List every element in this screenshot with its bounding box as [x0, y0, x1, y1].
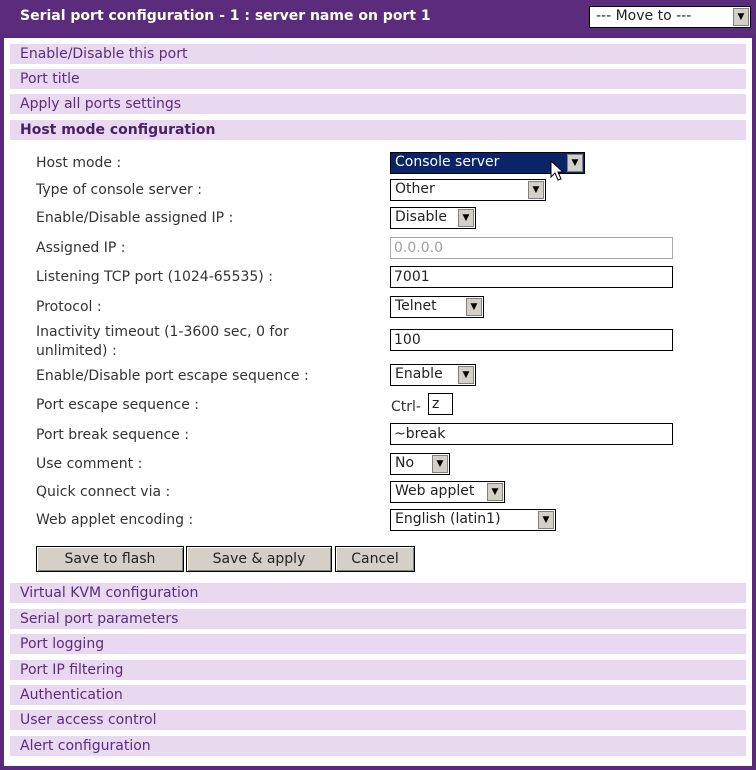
- inactivity-label-line2: unlimited) :: [36, 343, 117, 359]
- save-apply-button[interactable]: Save & apply: [186, 546, 332, 572]
- host-mode-value: Console server: [395, 154, 500, 170]
- section-port-title[interactable]: Port title: [10, 69, 746, 89]
- page-title: Serial port configuration - 1 : server name on port 1: [20, 8, 431, 24]
- escape-enable-select[interactable]: [390, 364, 476, 386]
- section-authentication[interactable]: Authentication: [10, 685, 746, 705]
- inactivity-input[interactable]: [390, 329, 673, 351]
- applet-encoding-select[interactable]: [390, 509, 556, 531]
- tcp-port-input[interactable]: [390, 266, 673, 288]
- chevron-down-icon: ▼: [466, 298, 482, 316]
- quick-connect-select[interactable]: [390, 481, 505, 503]
- use-comment-value: No: [395, 455, 415, 471]
- chevron-down-icon: ▼: [432, 455, 448, 473]
- escape-seq-value: z: [432, 396, 440, 412]
- assigned-ip-label: Assigned IP :: [36, 240, 126, 256]
- save-to-flash-button[interactable]: Save to flash: [36, 546, 184, 572]
- chevron-down-icon: ▼: [458, 366, 474, 384]
- protocol-select[interactable]: [390, 296, 484, 318]
- chevron-down-icon: ▼: [458, 209, 474, 227]
- assigned-ip-enable-label: Enable/Disable assigned IP :: [36, 210, 234, 226]
- escape-seq-input[interactable]: [428, 393, 453, 415]
- console-type-value: Other: [395, 181, 435, 197]
- chevron-down-icon: ▼: [567, 154, 583, 172]
- section-apply-all-ports[interactable]: Apply all ports settings: [10, 94, 746, 114]
- console-type-select[interactable]: [390, 179, 546, 201]
- break-seq-input[interactable]: [390, 423, 673, 445]
- use-comment-label: Use comment :: [36, 456, 143, 472]
- mouse-pointer-icon: [550, 160, 566, 182]
- escape-enable-label: Enable/Disable port escape sequence :: [36, 368, 309, 384]
- cancel-button[interactable]: Cancel: [335, 546, 415, 572]
- console-type-label: Type of console server :: [36, 182, 202, 198]
- escape-seq-label: Port escape sequence :: [36, 397, 199, 413]
- escape-enable-value: Enable: [395, 366, 443, 382]
- ctrl-prefix: Ctrl-: [391, 399, 421, 415]
- header-bar: [0, 0, 756, 34]
- move-to-select[interactable]: [589, 6, 751, 28]
- chevron-down-icon: ▼: [733, 8, 749, 26]
- assigned-ip-value: 0.0.0.0: [394, 240, 443, 256]
- use-comment-select[interactable]: [390, 453, 450, 475]
- assigned-ip-enable-value: Disable: [395, 209, 447, 225]
- host-mode-label: Host mode :: [36, 155, 122, 171]
- section-enable-disable-port[interactable]: Enable/Disable this port: [10, 44, 746, 64]
- assigned-ip-input[interactable]: [390, 237, 673, 259]
- section-serial-port-params[interactable]: Serial port parameters: [10, 609, 746, 629]
- tcp-port-label: Listening TCP port (1024-65535) :: [36, 269, 273, 285]
- break-seq-value: ~break: [394, 426, 446, 442]
- section-virtual-kvm[interactable]: Virtual KVM configuration: [10, 583, 746, 603]
- section-user-access-control[interactable]: User access control: [10, 710, 746, 730]
- content-panel: [4, 38, 752, 766]
- quick-connect-label: Quick connect via :: [36, 484, 171, 500]
- section-port-logging[interactable]: Port logging: [10, 634, 746, 654]
- applet-encoding-value: English (latin1): [395, 511, 501, 527]
- break-seq-label: Port break sequence :: [36, 427, 189, 443]
- inactivity-value: 100: [394, 332, 421, 348]
- tcp-port-value: 7001: [394, 269, 430, 285]
- protocol-label: Protocol :: [36, 299, 102, 315]
- section-host-mode[interactable]: Host mode configuration: [10, 120, 746, 140]
- chevron-down-icon: ▼: [528, 181, 544, 199]
- assigned-ip-enable-select[interactable]: [390, 207, 476, 229]
- applet-encoding-label: Web applet encoding :: [36, 512, 194, 528]
- section-alert-configuration[interactable]: Alert configuration: [10, 736, 746, 756]
- protocol-value: Telnet: [395, 298, 437, 314]
- move-to-value: --- Move to ---: [596, 8, 692, 24]
- section-port-ip-filtering[interactable]: Port IP filtering: [10, 660, 746, 680]
- quick-connect-value: Web applet: [395, 483, 475, 499]
- chevron-down-icon: ▼: [487, 483, 503, 501]
- chevron-down-icon: ▼: [538, 511, 554, 529]
- inactivity-label-line1: Inactivity timeout (1-3600 sec, 0 for: [36, 324, 289, 340]
